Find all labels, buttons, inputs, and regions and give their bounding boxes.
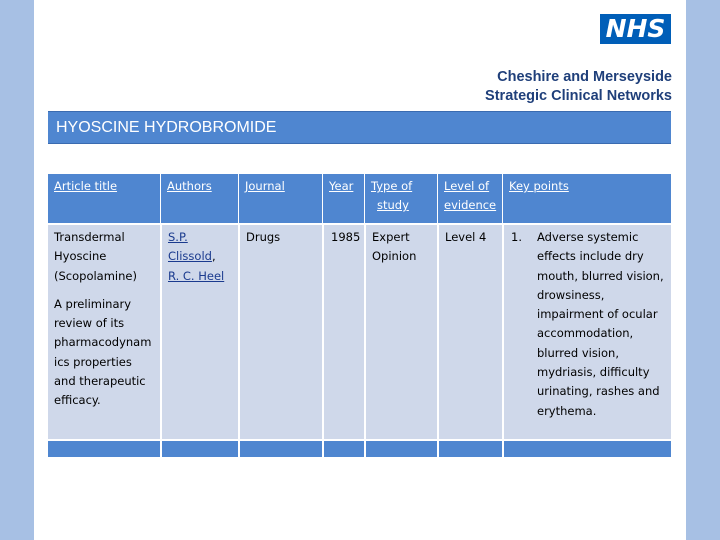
study-type-text: Expert Opinion bbox=[372, 230, 417, 264]
header-type-label-2: study bbox=[377, 198, 409, 213]
header-type-label-1: Type of bbox=[371, 179, 413, 193]
author-separator: , bbox=[211, 249, 216, 264]
article-title-text: Transdermal Hyoscine (Scopolamine) bbox=[54, 230, 137, 283]
evidence-level-text: Level 4 bbox=[445, 230, 487, 244]
header-level-label-1: Level of bbox=[444, 179, 490, 193]
header-journal-label: Journal bbox=[245, 179, 285, 193]
cell-authors bbox=[160, 225, 238, 439]
header-type-of-study bbox=[364, 174, 437, 223]
footer-cell-1 bbox=[48, 441, 160, 457]
org-name-line1: Cheshire and Merseyside bbox=[497, 69, 672, 85]
key-point-number: 1. bbox=[511, 230, 522, 244]
cell-year bbox=[322, 225, 364, 439]
journal-text: Drugs bbox=[246, 230, 281, 244]
cell-journal bbox=[238, 225, 322, 439]
cell-article-title bbox=[48, 225, 160, 439]
header-authors-label: Authors bbox=[167, 179, 212, 193]
header-key-points-label: Key points bbox=[509, 179, 569, 193]
header-key-points bbox=[502, 174, 671, 223]
header-article-title-label: Article title bbox=[54, 179, 118, 193]
cell-level-of-evidence bbox=[437, 225, 502, 439]
article-subtitle-text: A preliminary review of its pharmacodynam ics properties and therapeutic efficacy. bbox=[54, 296, 152, 408]
header-article-title bbox=[48, 174, 160, 223]
org-name-line2: Strategic Clinical Networks bbox=[485, 88, 672, 104]
title-bar bbox=[48, 111, 671, 144]
header-year bbox=[322, 174, 364, 223]
key-point-text: Adverse systemic effects include dry mouth, blurred vision, drowsiness, impairment of ocular accommodation, blurred vision, mydriasis, difficulty urinating, rashes and erythema. bbox=[537, 230, 664, 418]
footer-cell-7 bbox=[502, 441, 671, 457]
page-title: HYOSCINE HYDROBROMIDE bbox=[56, 119, 277, 136]
header-year-label: Year bbox=[329, 179, 354, 193]
cell-key-points bbox=[502, 225, 671, 439]
cell-type-of-study bbox=[364, 225, 437, 439]
slide-right-border bbox=[686, 0, 720, 540]
nhs-logo: NHS bbox=[600, 14, 671, 44]
header-authors bbox=[160, 174, 238, 223]
author-link-heel[interactable]: R. C. Heel bbox=[168, 268, 225, 283]
footer-cell-5 bbox=[364, 441, 437, 457]
author-link-clissold[interactable]: S.P. Clissold bbox=[168, 230, 212, 264]
footer-cell-2 bbox=[160, 441, 238, 457]
header-level-of-evidence bbox=[437, 174, 502, 223]
footer-cell-3 bbox=[238, 441, 322, 457]
footer-cell-4 bbox=[322, 441, 364, 457]
year-text: 1985 bbox=[331, 230, 361, 244]
header-journal bbox=[238, 174, 322, 223]
slide-left-border bbox=[0, 0, 34, 540]
footer-cell-6 bbox=[437, 441, 502, 457]
header-level-label-2: evidence bbox=[444, 198, 497, 213]
